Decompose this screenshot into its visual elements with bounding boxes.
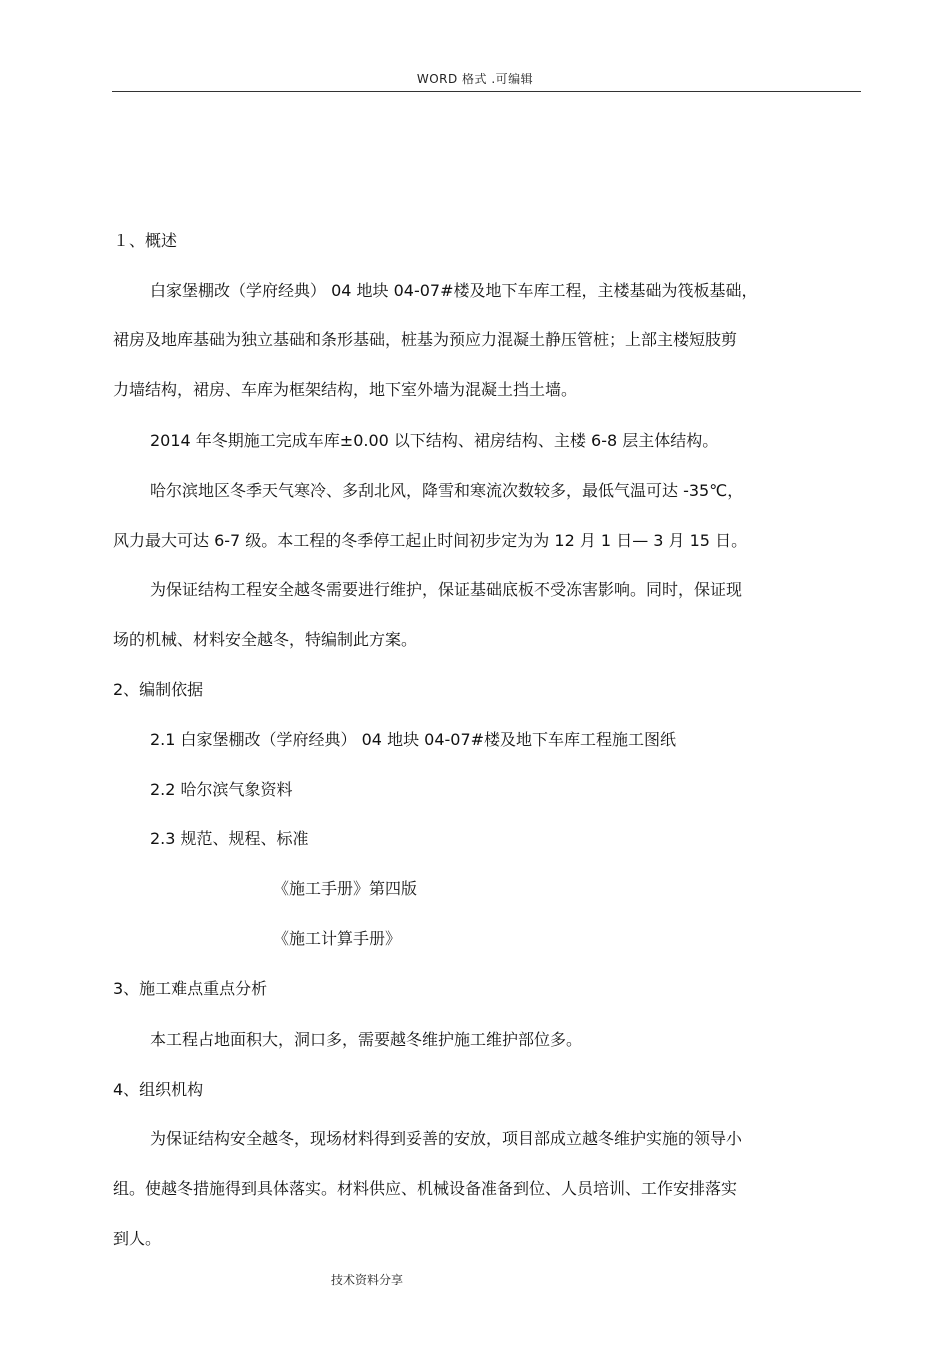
header-divider — [112, 91, 861, 92]
paragraph-line: 本工程占地面积大，洞口多，需要越冬维护施工维护部位多。 — [150, 1030, 583, 1049]
basis-item: 2.3 规范、规程、标准 — [150, 829, 309, 848]
reference-book: 《施工计算手册》 — [273, 929, 402, 948]
paragraph-line: 力墙结构，裙房、车库为框架结构，地下室外墙为混凝土挡土墙。 — [113, 380, 578, 399]
paragraph-line: 为保证结构工程安全越冬需要进行维护，保证基础底板不受冻害影响。同时，保证现 — [150, 580, 743, 599]
section-heading-overview: １、概述 — [113, 231, 178, 250]
section-heading-basis: 2、编制依据 — [113, 680, 204, 699]
footer-text: 技术资料分享 — [330, 1273, 403, 1287]
paragraph-line: 组。使越冬措施得到具体落实。材料供应、机械设备准备到位、人员培训、工作安排落实 — [113, 1179, 738, 1198]
section-heading-difficulties: 3、施工难点重点分析 — [113, 979, 268, 998]
page-footer — [0, 1271, 950, 1288]
header-text: WORD 格式 .可编辑 — [416, 72, 534, 86]
paragraph-line: 哈尔滨地区冬季天气寒冷、多刮北风，降雪和寒流次数较多，最低气温可达 -35℃， — [150, 481, 744, 500]
basis-item: 2.2 哈尔滨气象资料 — [150, 780, 293, 799]
paragraph-line: 风力最大可达 6-7 级。本工程的冬季停工起止时间初步定为为 12 月 1 日— 3 月 15 日。 — [113, 531, 748, 550]
paragraph-line: 到人。 — [113, 1229, 162, 1248]
paragraph-line: 白家堡棚改（学府经典） 04 地块 04-07#楼及地下车库工程，主楼基础为筏板基础， — [150, 281, 758, 300]
paragraph-line: 场的机械、材料安全越冬，特编制此方案。 — [113, 630, 418, 649]
reference-book: 《施工手册》第四版 — [273, 879, 418, 898]
paragraph-line: 2014 年冬期施工完成车库±0.00 以下结构、裙房结构、主楼 6-8 层主体结构。 — [150, 431, 719, 450]
section-heading-organization: 4、组织机构 — [113, 1080, 204, 1099]
basis-item: 2.1 白家堡棚改（学府经典） 04 地块 04-07#楼及地下车库工程施工图纸 — [150, 730, 677, 749]
paragraph-line: 裙房及地库基础为独立基础和条形基础，桩基为预应力混凝土静压管桩；上部主楼短肢剪 — [113, 330, 738, 349]
paragraph-line: 为保证结构安全越冬，现场材料得到妥善的安放，项目部成立越冬维护实施的领导小 — [150, 1129, 743, 1148]
